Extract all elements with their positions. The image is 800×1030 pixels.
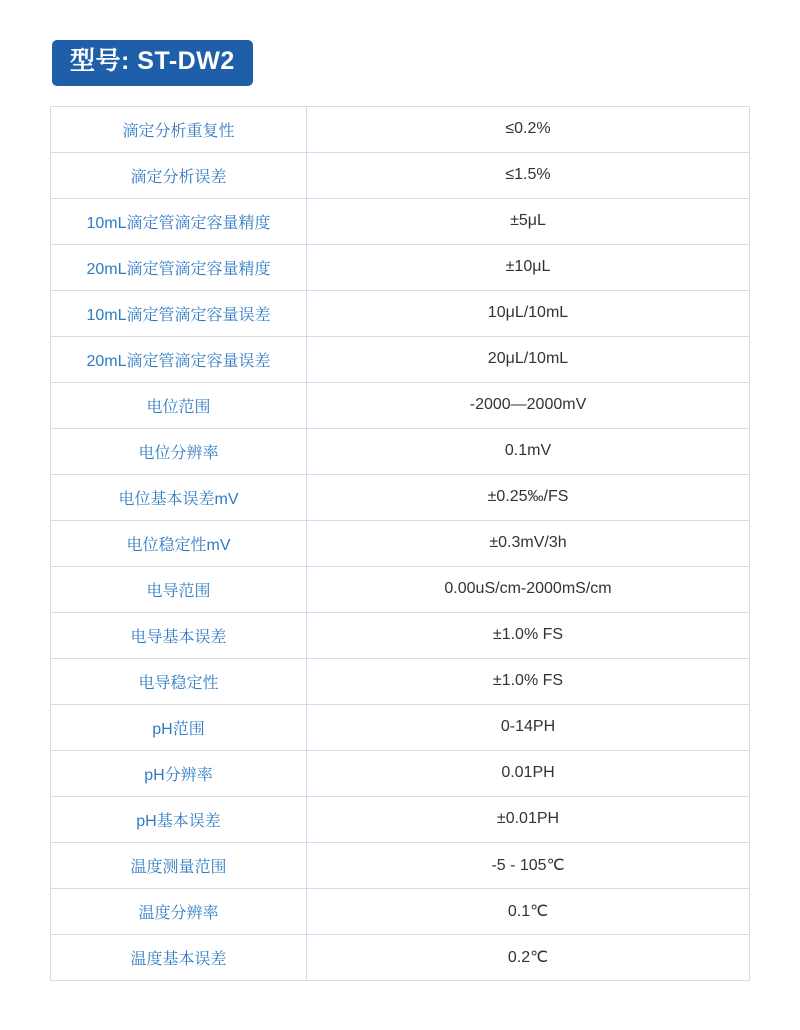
table-row	[51, 612, 750, 658]
table-row	[51, 658, 750, 704]
spec-parameter-cell: 温度分辨率	[51, 888, 307, 934]
spec-value-cell: 0.00uS/cm-2000mS/cm	[307, 566, 750, 612]
spec-parameter-cell: 温度基本误差	[51, 934, 307, 980]
table-row	[51, 474, 750, 520]
spec-parameter-cell: 电导稳定性	[51, 658, 307, 704]
table-row	[51, 244, 750, 290]
table-row	[51, 796, 750, 842]
spec-value-cell: 0.1mV	[307, 428, 750, 474]
spec-value-cell: 0.2℃	[307, 934, 750, 980]
spec-value-cell: ±0.25‰/FS	[307, 474, 750, 520]
spec-value-cell: -2000—2000mV	[307, 382, 750, 428]
model-badge: 型号: ST-DW2	[52, 40, 253, 86]
spec-value-cell: ≤1.5%	[307, 152, 750, 198]
spec-parameter-cell: 电位范围	[51, 382, 307, 428]
table-row	[51, 888, 750, 934]
spec-parameter-cell: 电导基本误差	[51, 612, 307, 658]
table-row	[51, 428, 750, 474]
spec-value-cell: 0-14PH	[307, 704, 750, 750]
spec-parameter-cell: 电位分辨率	[51, 428, 307, 474]
table-row	[51, 934, 750, 980]
spec-value-cell: ±0.3mV/3h	[307, 520, 750, 566]
spec-parameter-cell: 滴定分析误差	[51, 152, 307, 198]
spec-parameter-cell: 10mL滴定管滴定容量误差	[51, 290, 307, 336]
spec-parameter-cell: pH分辨率	[51, 750, 307, 796]
spec-value-cell: -5 - 105℃	[307, 842, 750, 888]
spec-value-cell: ±1.0% FS	[307, 658, 750, 704]
table-row	[51, 382, 750, 428]
table-row	[51, 198, 750, 244]
spec-value-cell: 10μL/10mL	[307, 290, 750, 336]
spec-value-cell: ±1.0% FS	[307, 612, 750, 658]
table-row	[51, 520, 750, 566]
spec-parameter-cell: 电位基本误差mV	[51, 474, 307, 520]
spec-parameter-cell: 10mL滴定管滴定容量精度	[51, 198, 307, 244]
title-container	[52, 40, 750, 86]
spec-value-cell: ±10μL	[307, 244, 750, 290]
specifications-table	[50, 106, 750, 981]
spec-parameter-cell: pH范围	[51, 704, 307, 750]
spec-value-cell: 0.01PH	[307, 750, 750, 796]
spec-parameter-cell: 电位稳定性mV	[51, 520, 307, 566]
spec-value-cell: 20μL/10mL	[307, 336, 750, 382]
table-row	[51, 750, 750, 796]
spec-parameter-cell: 滴定分析重复性	[51, 106, 307, 152]
table-row	[51, 152, 750, 198]
table-row	[51, 336, 750, 382]
spec-parameter-cell: 温度测量范围	[51, 842, 307, 888]
spec-value-cell: ±5μL	[307, 198, 750, 244]
spec-parameter-cell: 20mL滴定管滴定容量误差	[51, 336, 307, 382]
spec-parameter-cell: pH基本误差	[51, 796, 307, 842]
table-row	[51, 704, 750, 750]
spec-parameter-cell: 20mL滴定管滴定容量精度	[51, 244, 307, 290]
table-row	[51, 842, 750, 888]
spec-value-cell: ≤0.2%	[307, 106, 750, 152]
table-row	[51, 106, 750, 152]
specifications-table-body	[51, 106, 750, 980]
table-row	[51, 290, 750, 336]
spec-parameter-cell: 电导范围	[51, 566, 307, 612]
spec-value-cell: ±0.01PH	[307, 796, 750, 842]
table-row	[51, 566, 750, 612]
spec-value-cell: 0.1℃	[307, 888, 750, 934]
